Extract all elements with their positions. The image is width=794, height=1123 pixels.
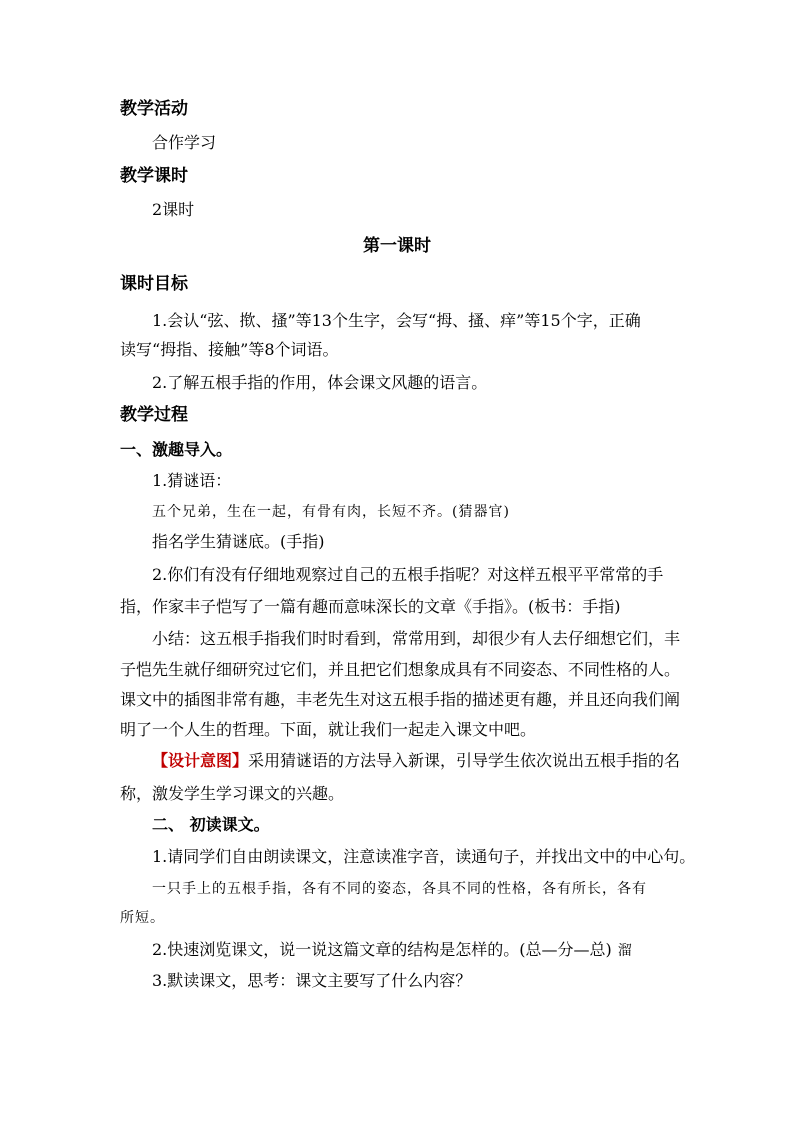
- center-sentence-line1: 一只手上的五根手指，各有不同的姿态，各具不同的性格，各有所长，各有: [152, 881, 647, 897]
- read-step-1: 1.请同学们自由朗读课文，注意读准字音，读通句子，并找出文中的中心句。: [152, 847, 696, 866]
- riddle-text: 五个兄弟，生在一起，有骨有肉，长短不齐。(猜器官): [152, 504, 510, 520]
- read-step-3: 3.默读课文，思考：课文主要写了什么内容？: [152, 971, 472, 990]
- summary-line1: 小结：这五根手指我们时时看到，常常用到，却很少有人去仔细想它们，丰: [152, 629, 681, 648]
- section-hours-text: 2课时: [152, 200, 195, 219]
- summary-line4: 明了一个人生的哲理。下面，就让我们一起走入课文中吧。: [120, 720, 537, 739]
- question-2-line2: 指，作家丰子恺写了一篇有趣而意味深长的文章《手指》。(板书：手指): [120, 597, 621, 616]
- goal-1-line1: 1.会认“弦、揿、搔”等13个生字，会写“拇、搔、痒”等15个字，正确: [152, 311, 641, 330]
- design-intent-line2: 称，激发学生学习课文的兴趣。: [120, 784, 345, 803]
- section-hours-title: 教学课时: [120, 166, 188, 186]
- design-intent-line1: [152, 751, 680, 771]
- part2-title: 二、 初读课文。: [152, 815, 270, 834]
- question-2-line1: 2.你们有没有仔细地观察过自己的五根手指呢？对这样五根平平常常的手: [152, 565, 664, 584]
- goal-2: 2.了解五根手指的作用，体会课文风趣的语言。: [152, 373, 488, 392]
- process-title: 教学过程: [120, 405, 188, 425]
- riddle-label: 1.猜谜语：: [152, 471, 232, 490]
- goal-1-line2: 读写“拇指、接触”等8个词语。: [120, 340, 339, 359]
- section-activity-text: 合作学习: [152, 133, 217, 152]
- riddle-answer: 指名学生猜谜底。(手指): [152, 532, 325, 551]
- section-activity-title: 教学活动: [120, 99, 188, 119]
- summary-line3: 课文中的插图非常有趣，丰老先生对这五根手指的描述更有趣，并且还向我们阐: [120, 690, 681, 709]
- goals-title: 课时目标: [120, 274, 188, 294]
- design-intent-label: 【设计意图】: [152, 751, 249, 770]
- lesson-title: 第一课时: [363, 236, 431, 256]
- read-step-2-line: [152, 940, 632, 961]
- read-step-2: 2.快速浏览课文，说一说这篇文章的结构是怎样的。(总—分—总): [152, 940, 612, 959]
- part1-title: 一、激趣导入。: [120, 440, 233, 459]
- read-step-2-tail: 溜: [617, 943, 632, 959]
- center-sentence-line2: 所短。: [120, 910, 165, 926]
- design-intent-text: 采用猜谜语的方法导入新课，引导学生依次说出五根手指的名: [248, 751, 681, 770]
- summary-line2: 子恺先生就仔细研究过它们，并且把它们想象成具有不同姿态、不同性格的人。: [120, 660, 681, 679]
